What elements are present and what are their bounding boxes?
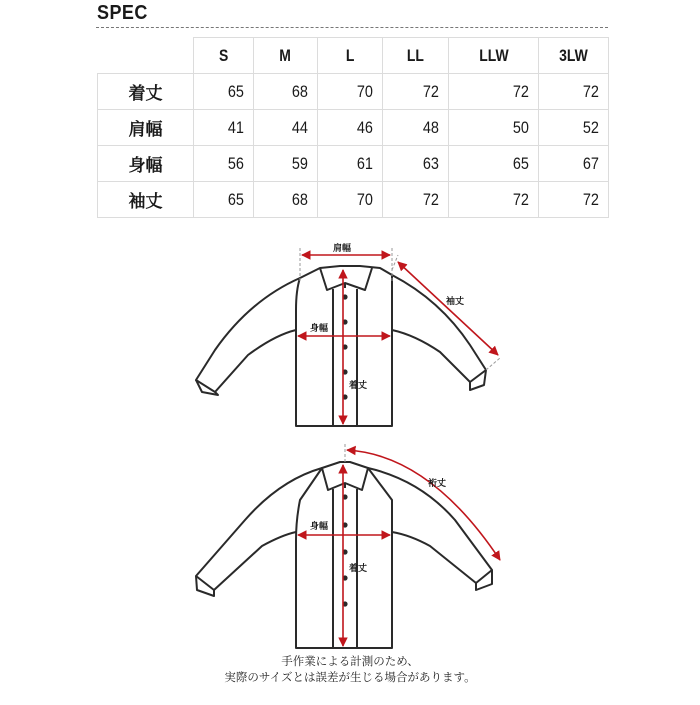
divider (96, 27, 608, 28)
button-dot (342, 369, 347, 374)
shirt-bottom-measurements (298, 442, 500, 646)
table-row (98, 74, 609, 110)
shirt-collar (320, 268, 372, 290)
shirt-right-sleeve (368, 468, 492, 583)
table-cell: 72 (383, 182, 449, 218)
table-cell: 68 (254, 182, 318, 218)
table-cell: 65 (449, 146, 539, 182)
table-cell: 61 (318, 146, 383, 182)
table-header-row (98, 38, 609, 74)
col-header-l: L (318, 38, 383, 74)
button-dot (342, 549, 347, 554)
button-dot (342, 575, 347, 580)
table-cell: 44 (254, 110, 318, 146)
table-cell: 72 (449, 182, 539, 218)
label-width-bottom: 身幅 (310, 522, 329, 532)
shirt-body-outline (296, 462, 392, 648)
button-dot (342, 522, 347, 527)
sleeve-length-arrow (347, 450, 500, 560)
button-dot (342, 394, 347, 399)
table-row (98, 110, 609, 146)
table-cell: 67 (539, 146, 609, 182)
button-dot (342, 344, 347, 349)
shirt-collar (322, 468, 368, 490)
row-label-shoulder: 肩幅 (98, 110, 194, 146)
table-cell: 70 (318, 182, 383, 218)
button-dot (342, 601, 347, 606)
table-cell: 50 (449, 110, 539, 146)
label-sleeve-top: 袖丈 (446, 297, 465, 307)
col-header-3lw: 3LW (539, 38, 609, 74)
table-cell: 41 (194, 110, 254, 146)
shirt-bottom-illustration (196, 462, 492, 648)
table-cell: 72 (449, 74, 539, 110)
shirt-left-sleeve (196, 278, 300, 392)
spec-title: SPEC (97, 2, 148, 24)
table-cell: 56 (194, 146, 254, 182)
col-header-s: S (194, 38, 254, 74)
header-corner (98, 38, 194, 74)
measurement-note-line-1: 手作業による計測のため、 (281, 656, 419, 668)
label-width-top: 身幅 (310, 324, 329, 334)
table-cell: 59 (254, 146, 318, 182)
shirt-right-sleeve (392, 275, 486, 382)
row-label-sleeve: 袖丈 (98, 182, 194, 218)
shirt-right-cuff (476, 570, 492, 590)
col-header-llw: LLW (449, 38, 539, 74)
table-cell: 65 (194, 182, 254, 218)
shirt-bottom-buttons (342, 494, 347, 606)
label-shoulder-top: 肩幅 (333, 244, 352, 254)
table-row (98, 146, 609, 182)
table-cell: 52 (539, 110, 609, 146)
table-cell: 48 (383, 110, 449, 146)
table-row (98, 182, 609, 218)
button-dot (342, 494, 347, 499)
shirt-body-outline (296, 266, 392, 426)
table-cell: 70 (318, 74, 383, 110)
table-cell: 68 (254, 74, 318, 110)
row-label-length: 着丈 (98, 74, 194, 110)
table-cell: 46 (318, 110, 383, 146)
shirt-left-sleeve (196, 468, 322, 590)
label-length-bottom: 着丈 (349, 564, 368, 574)
label-sleeve-bottom: 裄丈 (428, 479, 447, 489)
size-spec-table (97, 37, 609, 218)
table-cell: 63 (383, 146, 449, 182)
shirt-right-cuff (470, 370, 486, 390)
table-cell: 65 (194, 74, 254, 110)
shirt-top-measurements (298, 248, 500, 424)
row-label-width: 身幅 (98, 146, 194, 182)
col-header-m: M (254, 38, 318, 74)
shirt-top-illustration (196, 266, 486, 426)
button-dot (342, 294, 347, 299)
table-cell: 72 (539, 74, 609, 110)
label-length-top: 着丈 (349, 381, 368, 391)
measurement-note-line-2: 実際のサイズとは誤差が生じる場合があります。 (224, 672, 476, 684)
shirt-top-buttons (342, 294, 347, 399)
table-cell: 72 (539, 182, 609, 218)
button-dot (342, 319, 347, 324)
table-cell: 72 (383, 74, 449, 110)
shirt-left-cuff (196, 380, 218, 395)
shirt-left-cuff (196, 576, 214, 596)
sleeve-length-arrow (398, 262, 498, 355)
col-header-ll: LL (383, 38, 449, 74)
